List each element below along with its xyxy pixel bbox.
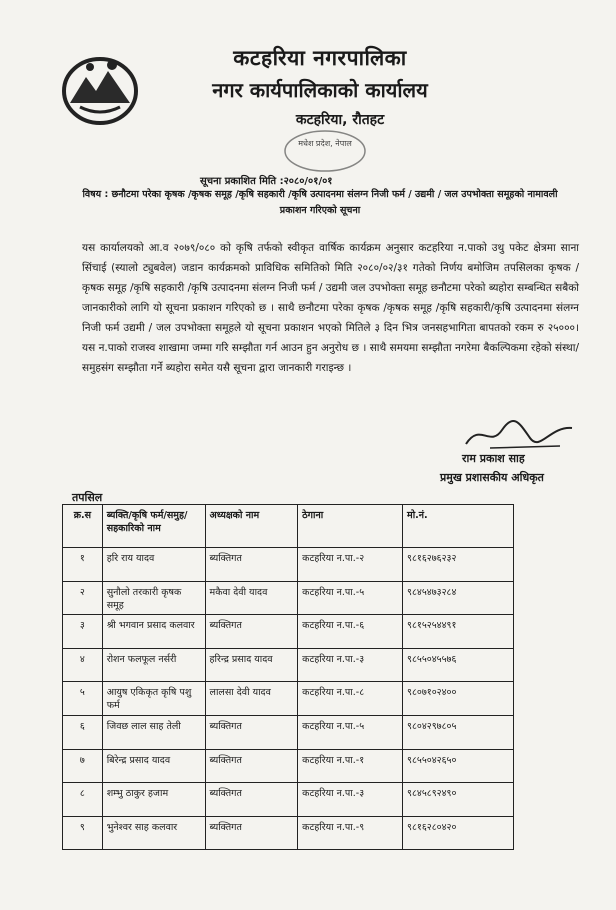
cell-mobile: ९८०७१०२४०० [403,682,514,716]
cell-serial: ५ [63,682,103,716]
cell-address: कटहरिया न.पा.-९ [298,816,403,850]
cell-address: कटहरिया न.पा.-५ [298,715,403,749]
cell-name: जिवछ लाल साह तेली [102,715,205,749]
cell-address: कटहरिया न.पा.-५ [298,581,403,615]
table-caption: तपसिल [72,491,103,504]
nepal-emblem-icon [60,55,140,127]
cell-mobile: ९८४५४७३२८४ [403,581,514,615]
cell-name: आयुष एकिकृत कृषि पशु फर्म [102,682,205,716]
cell-mobile: ९८५५०४५५७६ [403,648,514,682]
header-mobile: मो.नं. [403,505,514,548]
cell-serial: २ [63,581,103,615]
cell-serial: ३ [63,615,103,649]
cell-serial: ४ [63,648,103,682]
cell-mobile: ९८१५२५४४९१ [403,615,514,649]
cell-serial: ९ [63,816,103,850]
table-row [63,581,514,615]
beneficiary-table [62,504,514,850]
cell-chairperson: हरिन्द्र प्रसाद यादव [205,648,298,682]
cell-chairperson: मकैवा देवी यादव [205,581,298,615]
cell-address: कटहरिया न.पा.-८ [298,682,403,716]
table-row [63,682,514,716]
table-row [63,648,514,682]
cell-mobile: ९८०४२९७८०५ [403,715,514,749]
cell-name: हरि राय यादव [102,548,205,582]
cell-serial: ८ [63,783,103,817]
table-row [63,615,514,649]
cell-name: शम्भु ठाकुर हजाम [102,783,205,817]
notice-date: सूचना प्रकाशित मिति :२०८०/०१/०१ [200,176,333,187]
cell-name: सुनौलो तरकारी कृषक समूह [102,581,205,615]
cell-name: रोशन फलफूल नर्सरी [102,648,205,682]
cell-mobile: ९८१६२७६२३२ [403,548,514,582]
signatory-name: राम प्रकाश साह [462,452,525,465]
table-header-row [63,505,514,548]
cell-chairperson: ब्यक्तिगत [205,615,298,649]
header-name: ब्यक्ति/कृषि फर्म/समुह/सहकारिको नाम [102,505,205,548]
cell-chairperson: ब्यक्तिगत [205,548,298,582]
table-row [63,783,514,817]
table-row [63,749,514,783]
header-serial: क्र.स [63,505,103,548]
cell-chairperson: ब्यक्तिगत [205,816,298,850]
table-row [63,816,514,850]
cell-serial: ६ [63,715,103,749]
office-name: नगर कार्यपालिकाको कार्यालय [212,78,428,102]
notice-subject: विषय : छनौटमा परेका कृषक /कृषक समूह /कृषि सहकारी /कृषि उत्पादनमा संलग्न निजी फर्म / उद्यमी / जल उपभोक्ता समूहको नामावली प्रकाशन गरिएको सूचना [82,189,558,216]
cell-address: कटहरिया न.पा.-३ [298,783,403,817]
table-row [63,548,514,582]
cell-mobile: ९८५५०४२६५० [403,749,514,783]
signature-icon [460,418,580,452]
cell-mobile: ९८१६२८०४२० [403,816,514,850]
cell-serial: १ [63,548,103,582]
cell-chairperson: ब्यक्तिगत [205,783,298,817]
cell-chairperson: लालसा देवी यादव [205,682,298,716]
cell-address: कटहरिया न.पा.-६ [298,615,403,649]
cell-address: कटहरिया न.पा.-१ [298,749,403,783]
header-chairperson: अध्यक्षको नाम [205,505,298,548]
cell-name: बिरेन्द्र प्रसाद यादव [102,749,205,783]
cell-name: श्री भगवान प्रसाद कलवार [102,615,205,649]
notice-body: यस कार्यालयको आ.व २०७९/०८० को कृषि तर्फको स्वीकृत वार्षिक कार्यक्रम अनुसार कटहरिया न.पाको उथु पकेट क्षेत्रमा साना सिंचाई (स्यालो ट्युबवेल) जडान कार्यक्रमको प्राविधिक समितिको मिति २०८०/०२/३१ गतेको निर्णय बमोजिम तपसिलका कृषक /कृषक समूह /कृषि सहकारी /कृषि उत्पादनमा संलग्न निजी फर्म / उद्यमी जल उपभोक्ता समूह छनौटमा परेको ब्यहोरा सम्बन्धित सबैको जानकारीको लागि यो सूचना प्रकाशन गरिएको छ । साथै छनौटमा परेका कृषक /कृषक समूह /कृषि सहकारी/कृषि उत्पादनमा संलग्न निजी फर्म उद्यमी / जल उपभोक्ता समूहले यो सूचना प्रकाशन भएको मितिले ३ दिन भित्र जनसहभागिता बापतको रकम रु २५०००। यस न.पाको राजस्व शाखामा जम्मा गरि सम्झौता गर्न आउन हुन अनुरोध छ । साथै समयमा सम्झौता नगरेमा बैकल्पिकमा रहेको संस्था/समुहसंग सम्झौता गर्ने ब्यहोरा समेत यसै सूचना द्वारा जानकारी गराइन्छ । [82,242,579,374]
cell-chairperson: ब्यक्तिगत [205,715,298,749]
municipality-name: कटहरिया नगरपालिका [233,46,407,70]
cell-mobile: ९८४५८९२४९० [403,783,514,817]
header-address: ठेगाना [298,505,403,548]
office-location: कटहरिया, रौतहट [295,112,385,128]
table-row [63,715,514,749]
cell-address: कटहरिया न.पा.-२ [298,548,403,582]
office-stamp-icon [270,126,380,176]
signatory-title: प्रमुख प्रशासकीय अधिकृत [440,471,544,484]
cell-chairperson: ब्यक्तिगत [205,749,298,783]
stamp-text: मधेश प्रदेश, नेपाल [298,139,352,148]
cell-serial: ७ [63,749,103,783]
cell-name: भुनेश्वर साह कलवार [102,816,205,850]
cell-address: कटहरिया न.पा.-३ [298,648,403,682]
